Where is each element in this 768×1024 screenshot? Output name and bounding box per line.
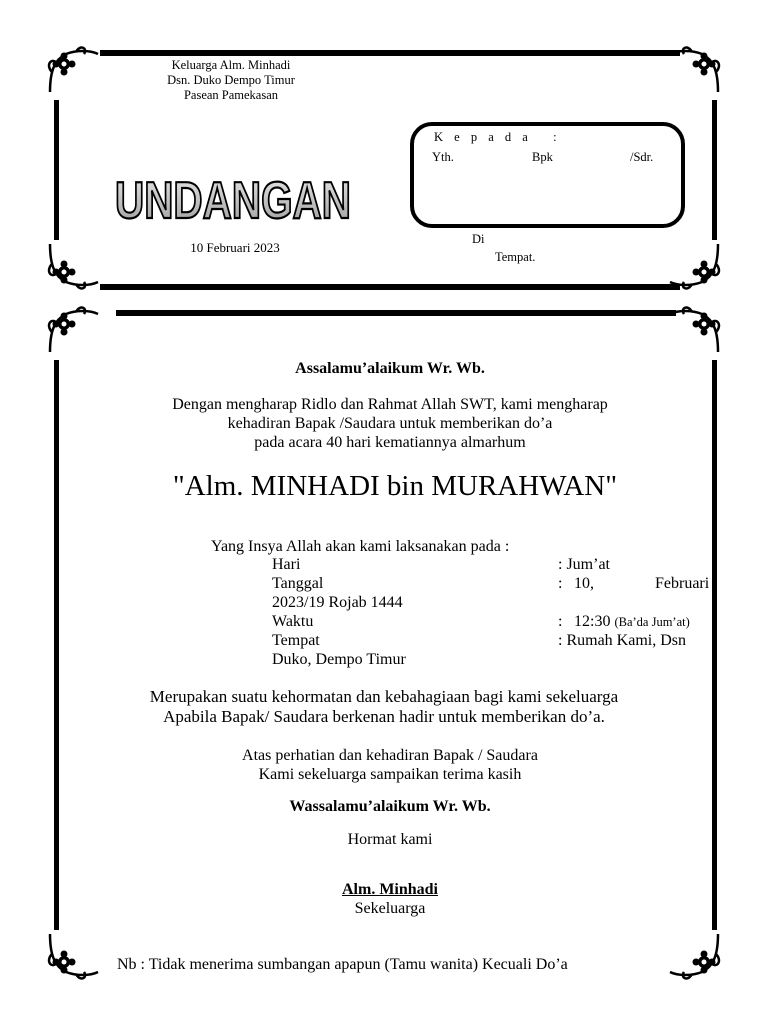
top-frame-right-border [712,100,717,240]
floral-ornament-icon [668,302,724,358]
farewell: Wassalamu’alaikum Wr. Wb. [289,798,491,815]
top-frame-top-border [100,50,680,56]
schedule-tanggal-day: 10, [574,575,594,592]
schedule-waktu-value [574,612,690,632]
waktu-time: 12:30 [574,613,611,630]
closing-line: Apabila Bapak/ Saudara berkenan hadir untuk memberikan do’a. [163,707,605,726]
footnote: Nb : Tidak menerima sumbangan apapun (Tamu wanita) Kecuali Do’a [117,956,568,973]
bottom-frame-top-border [116,310,676,316]
closing-line: Merupakan suatu kehormatan dan kebahagiaan bagi kami sekeluarga [149,687,619,706]
schedule-intro: Yang Insya Allah akan kami laksanakan pada : [211,538,510,555]
waktu-note: (Ba’da Jum’at) [614,615,690,629]
schedule-tempat-label: Tempat [272,632,320,649]
intro-line: kehadiran Bapak /Saudara untuk memberikan do’a [227,415,553,432]
top-frame-left-border [54,100,59,240]
kepada-label: K e p a d a : [434,130,561,144]
deceased-name: "Alm. MINHADI bin MURAHWAN" [172,470,618,502]
floral-ornament-icon [44,928,100,984]
sender-address [120,58,342,103]
floral-ornament-icon [44,238,100,294]
sender-village: Dsn. Duko Dempo Timur [167,73,295,87]
schedule-tanggal-label: Tanggal [272,575,324,592]
schedule-tanggal-continued: 2023/19 Rojab 1444 [272,594,403,611]
schedule-tempat-value: : Rumah Kami, Dsn [558,632,686,649]
di-label: Di [472,232,485,246]
invitation-date: 10 Februari 2023 [190,240,280,255]
top-frame-bottom-border [100,284,680,290]
intro-line: pada acara 40 hari kematiannya almarhum [254,434,526,451]
schedule-waktu-label: Waktu [272,613,314,630]
svg-text:UNDANGAN: UNDANGAN [115,172,351,230]
closing-paragraph [60,687,708,727]
schedule-waktu-colon: : [558,613,563,630]
sdr-label: /Sdr. [630,150,654,164]
floral-ornament-icon [668,928,724,984]
intro-paragraph [90,395,690,452]
intro-line: Dengan mengharap Ridlo dan Rahmat Allah SWT, kami mengharap [172,396,608,413]
floral-ornament-icon [668,238,724,294]
floral-ornament-icon [44,42,100,98]
schedule-tanggal-month: Februari [655,575,710,592]
floral-ornament-icon [44,302,100,358]
schedule-hari-label: Hari [272,556,301,573]
signer-name: Alm. Minhadi [341,881,438,898]
bottom-frame-right-border [712,360,717,930]
sender-district: Pasean Pamekasan [183,88,279,102]
floral-ornament-icon [668,42,724,98]
bottom-frame-left-border [54,360,59,930]
undangan-title [108,168,358,228]
regards: Hormat kami [347,831,433,848]
yth-label: Yth. [432,150,454,164]
signer-subtitle: Sekeluarga [354,900,426,917]
greeting: Assalamu’alaikum Wr. Wb. [295,360,485,377]
bpk-label: Bpk [532,150,553,164]
schedule-tempat-continued: Duko, Dempo Timur [272,651,406,668]
tempat-label: Tempat. [495,250,536,264]
schedule-tanggal-colon: : [558,575,563,592]
sender-name: Keluarga Alm. Minhadi [171,58,291,72]
thanks-line: Atas perhatian dan kehadiran Bapak / Saudara [242,747,538,764]
thanks-line: Kami sekeluarga sampaikan terima kasih [258,766,522,783]
schedule-hari-value: : Jum’at [558,556,610,573]
thanks-paragraph [90,746,690,784]
